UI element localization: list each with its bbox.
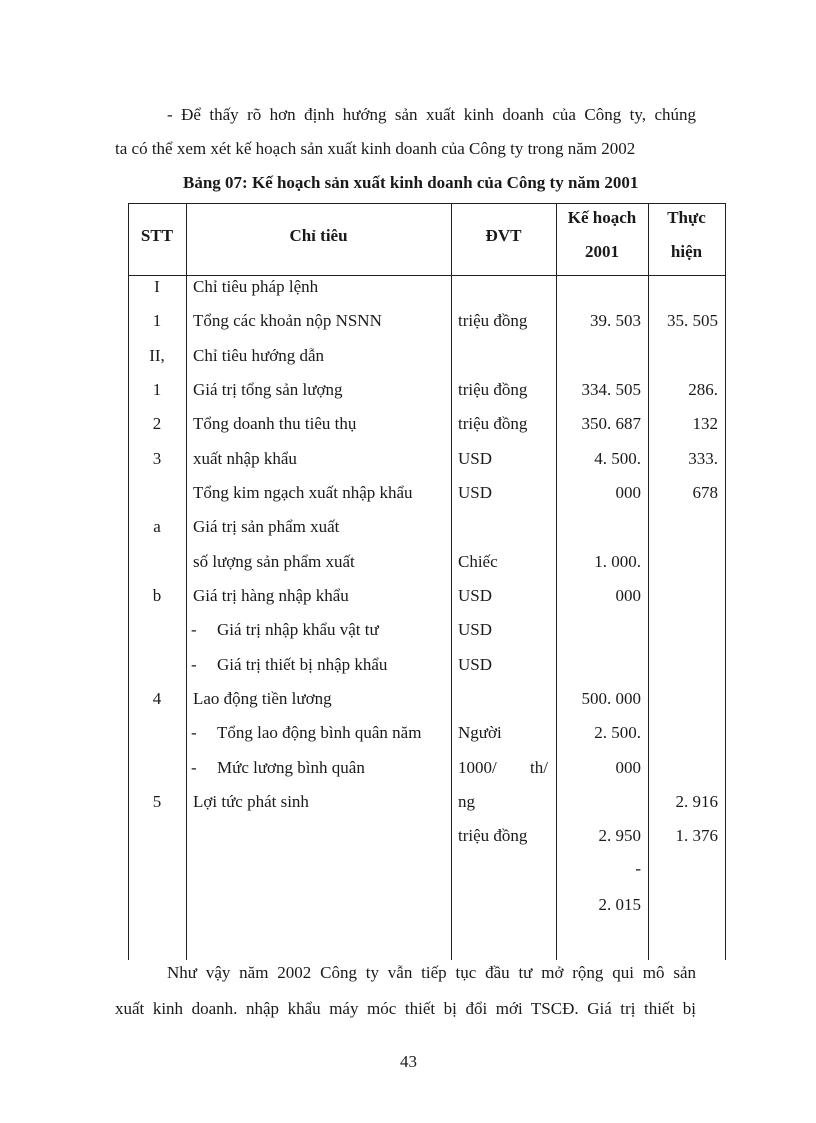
row-ke-hoach: 1. 000.: [594, 552, 641, 571]
row-stt: 4: [152, 689, 162, 708]
row-dvt: USD: [458, 483, 493, 502]
row-stt: 2: [152, 414, 162, 433]
row-chi-tieu: Giá trị tổng sản lượng: [193, 380, 343, 399]
table-caption: Bảng 07: Kế hoạch sản xuất kinh doanh của Công ty năm 2001: [183, 173, 639, 192]
row-ke-hoach: 4. 500.: [594, 449, 641, 468]
row-thuc-hien: 2. 916: [675, 792, 718, 811]
table-header-divider: [128, 275, 726, 276]
plan-table: [128, 203, 726, 960]
row-ke-hoach: 500. 000: [581, 689, 641, 708]
row-stt: b: [152, 586, 162, 605]
row-stt: 1: [152, 311, 162, 330]
closing-line-2: xuất kinh doanh. nhập khẩu máy móc thiết bị đổi mới TSCĐ. Giá trị thiết bị: [115, 999, 696, 1018]
row-chi-tieu: số lượng sản phẩm xuất: [193, 552, 355, 571]
row-chi-tieu: Giá trị nhập khẩu vật tư: [217, 620, 379, 639]
row-dvt: Chiếc: [458, 552, 498, 571]
row-dvt: triệu đồng: [458, 311, 528, 330]
row-chi-tieu: Tổng doanh thu tiêu thụ: [193, 414, 357, 433]
row-chi-tieu: Giá trị hàng nhập khẩu: [193, 586, 349, 605]
row-stt: a: [153, 517, 161, 536]
row-ke-hoach: 000: [615, 483, 641, 502]
row-ke-hoach: 000: [615, 586, 641, 605]
row-ke-hoach: 334. 505: [581, 380, 641, 399]
row-bullet: -: [191, 655, 197, 674]
header-dvt: ĐVT: [485, 226, 522, 245]
row-dvt: triệu đồng: [458, 380, 528, 399]
row-dvt: Người: [458, 723, 502, 742]
row-stt: 3: [152, 449, 162, 468]
row-dvt: ng: [458, 792, 475, 811]
row-dvt: triệu đồng: [458, 414, 528, 433]
row-stt: I: [154, 277, 160, 296]
row-thuc-hien: 678: [692, 483, 718, 502]
row-ke-hoach: 2. 950: [598, 826, 641, 845]
row-chi-tieu: Chỉ tiêu hướng dẫn: [193, 346, 325, 365]
row-stt: 1: [152, 380, 162, 399]
row-chi-tieu: Tổng lao động bình quân năm: [217, 723, 422, 742]
row-bullet: -: [191, 758, 197, 777]
row-chi-tieu: Tổng các khoản nộp NSNN: [193, 311, 382, 330]
row-ke-hoach: -: [635, 859, 641, 878]
table-divider-1: [186, 203, 187, 960]
header-ke-hoach-year: 2001: [585, 242, 619, 261]
row-dvt: triệu đồng: [458, 826, 528, 845]
intro-line-2: ta có thể xem xét kế hoạch sản xuất kinh doanh của Công ty trong năm 2002: [115, 139, 636, 158]
row-thuc-hien: 333.: [688, 449, 718, 468]
row-chi-tieu: Chỉ tiêu pháp lệnh: [193, 277, 319, 296]
row-dvt-part-b: th/: [530, 758, 548, 777]
row-thuc-hien: 286.: [688, 380, 718, 399]
header-chi-tieu: Chỉ tiêu: [289, 226, 348, 245]
row-ke-hoach: 350. 687: [581, 414, 641, 433]
row-dvt: USD: [458, 449, 493, 468]
row-thuc-hien: 35. 505: [667, 311, 718, 330]
row-chi-tieu: xuất nhập khẩu: [193, 449, 297, 468]
row-chi-tieu: Giá trị sản phẩm xuất: [193, 517, 340, 536]
row-thuc-hien: 132: [692, 414, 718, 433]
row-chi-tieu: Lao động tiền lương: [193, 689, 332, 708]
header-thuc: Thực: [667, 208, 706, 227]
closing-line-1: Như vậy năm 2002 Công ty vẫn tiếp tục đầu tư mở rộng qui mô sản: [167, 963, 696, 982]
row-chi-tieu: Tổng kim ngạch xuất nhập khẩu: [193, 483, 413, 502]
row-chi-tieu: Lợi tức phát sinh: [193, 792, 309, 811]
row-dvt: USD: [458, 586, 493, 605]
row-ke-hoach: 39. 503: [590, 311, 641, 330]
row-bullet: -: [191, 620, 197, 639]
row-chi-tieu: Giá trị thiết bị nhập khẩu: [217, 655, 388, 674]
row-dvt: USD: [458, 655, 493, 674]
header-stt: STT: [140, 226, 174, 245]
row-dvt: USD: [458, 620, 493, 639]
row-thuc-hien: 1. 376: [675, 826, 718, 845]
row-ke-hoach: 2. 015: [598, 895, 641, 914]
row-bullet: -: [191, 723, 197, 742]
table-border-right: [725, 203, 726, 960]
intro-line-1: - Để thấy rõ hơn định hướng sản xuất kinh doanh của Công ty, chúng: [167, 105, 696, 124]
row-stt: 5: [152, 792, 162, 811]
row-chi-tieu: Mức lương bình quân: [217, 758, 365, 777]
table-divider-2: [451, 203, 452, 960]
row-stt: II,: [149, 346, 165, 365]
row-ke-hoach: 2. 500.: [594, 723, 641, 742]
header-hien: hiện: [670, 242, 703, 261]
row-ke-hoach: 000: [615, 758, 641, 777]
header-ke-hoach: Kế hoạch: [567, 208, 637, 227]
table-border-top: [128, 203, 726, 204]
page-number: 43: [400, 1052, 417, 1071]
row-dvt-part-a: 1000/: [458, 758, 497, 777]
